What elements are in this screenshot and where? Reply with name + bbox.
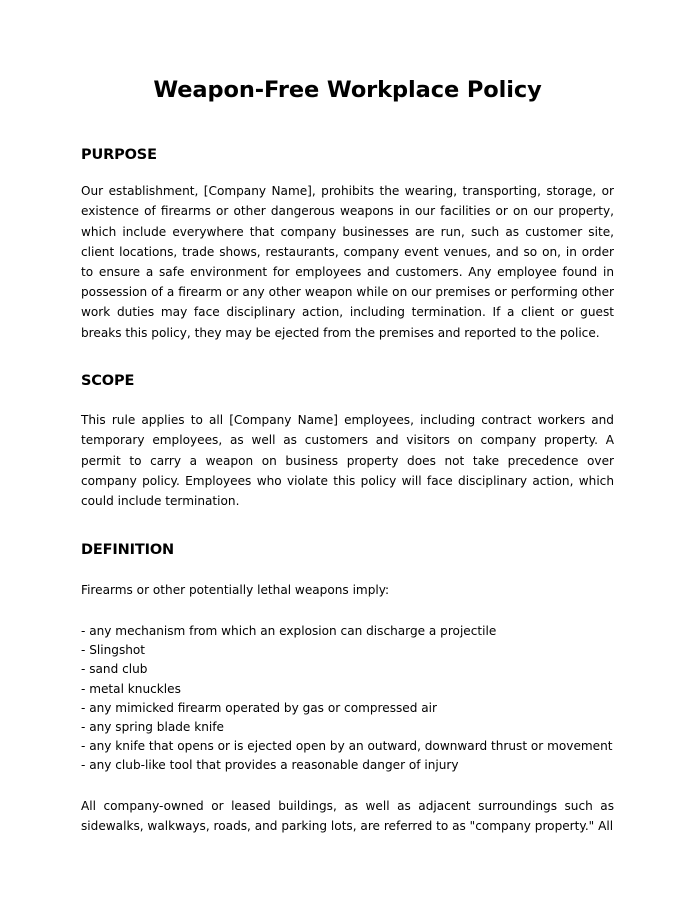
section-heading-purpose: PURPOSE [81,146,157,163]
definition-intro-line: Firearms or other potentially lethal weapons imply: [81,582,390,597]
list-item: - Slingshot [81,643,146,658]
list-item: - any club-like tool that provides a reasonable danger of injury [81,758,459,773]
section-heading-definition: DEFINITION [81,542,175,559]
definition-closing-paragraph: All company-owned or leased buildings, as well as adjacent surroundings such as sidewalks, walkways, roads, and parking lots, are referred to as "company property." All [81,798,614,833]
list-item: - sand club [81,662,148,677]
page-title: Weapon-Free Workplace Policy [153,77,542,103]
section-paragraph-scope: This rule applies to all [Company Name] employees, including contract workers and temporary employees, as well as customers and visitors on company property. A permit to carry a weapon on business property does not take precedence over company policy. Employees who violate this policy will face disciplinary action, which could include termination. [81,413,614,509]
definition-weapon-list [81,600,614,776]
section-heading-scope: SCOPE [81,372,135,389]
section-paragraph-purpose: Our establishment, [Company Name], prohibits the wearing, transporting, storage, or existence of firearms or other dangerous weapons in our facilities or on our property, which include everywhere that company businesses are run, such as customer site, client locations, trade shows, restaurants, company event venues, and so on, in order to ensure a safe environment for employees and customers. Any employee found in possession of a firearm or any other weapon while on our premises or performing other work duties may face disciplinary action, including termination. If a client or guest breaks this policy, they may be ejected from the premises and reported to the police. [81,184,614,340]
list-item: - metal knuckles [81,681,181,696]
list-item: - any knife that opens or is ejected open by an outward, downward thrust or movement [81,739,613,754]
list-item: - any spring blade knife [81,719,224,734]
list-item: - any mechanism from which an explosion can discharge a projectile [81,623,497,638]
list-item: - any mimicked firearm operated by gas or compressed air [81,700,437,715]
